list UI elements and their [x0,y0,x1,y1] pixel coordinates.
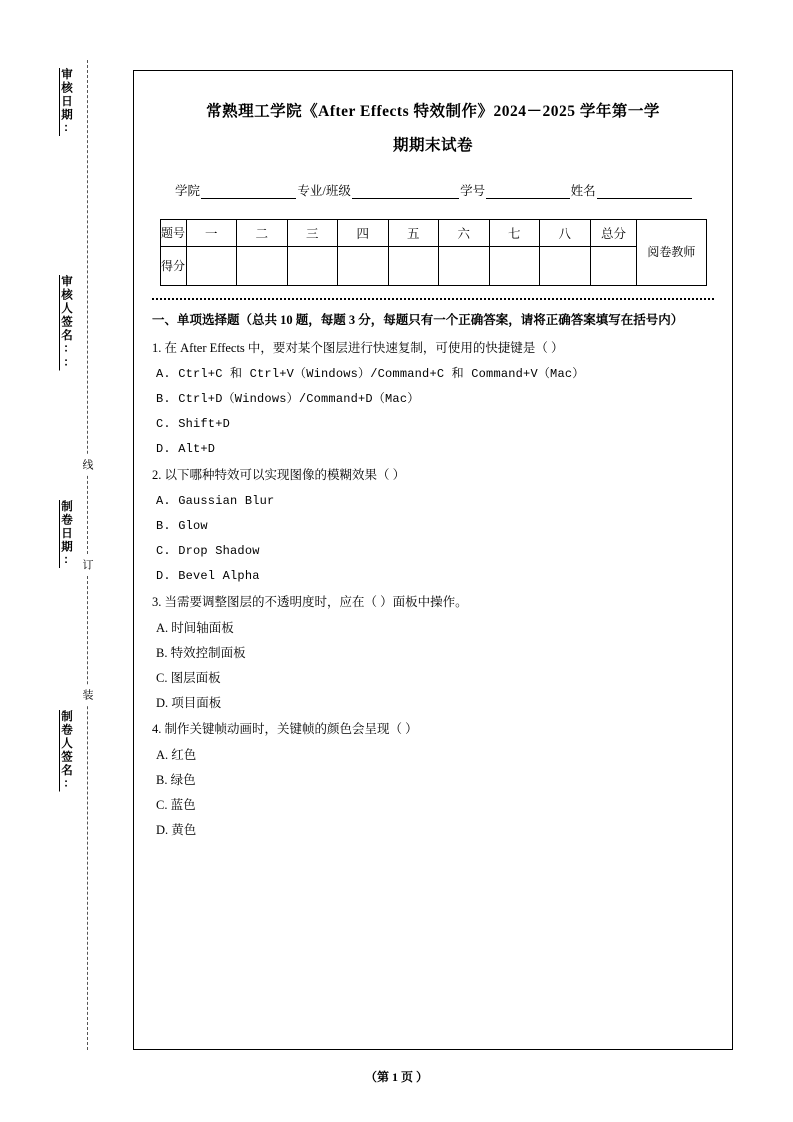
question-3-option-b: B. 特效控制面板 [156,646,246,660]
score-table [160,219,707,286]
score-table-row-label-score: 得分 [160,247,186,286]
seal-word-line: 线 [79,455,95,475]
page-footer [0,1068,793,1085]
title-line-2: 期期末试卷 [392,137,473,154]
question-2-option-b: B. Glow [156,519,208,533]
score-cell-8[interactable] [540,247,591,286]
score-cell-7[interactable] [489,247,540,286]
name-field[interactable] [597,185,692,199]
question-3: 3. 当需要调整图层的不透明度时，应在（ ）面板中操作。 [152,595,468,609]
score-table-col-teacher: 阅卷教师 [637,220,706,286]
score-cell-total[interactable] [590,247,637,286]
question-4-option-d: D. 黄色 [156,823,197,837]
question-3-option-c: C. 图层面板 [156,671,221,685]
question-4-option-b: B. 绿色 [156,773,196,787]
question-2: 2. 以下哪种特效可以实现图像的模糊效果（ ） [152,468,406,482]
table-row-score [160,247,706,286]
question-1-option-c: C. Shift+D [156,417,231,431]
college-label: 学院 [175,184,201,198]
question-3-option-d: D. 项目面板 [156,696,222,710]
question-2-option-d: D. Bevel Alpha [156,569,260,583]
exam-content [152,310,714,838]
reviewer-signature-label: 审核人签名:: [60,275,72,371]
major-class-label: 专业/班级 [297,184,351,198]
student-id-field[interactable] [486,185,569,199]
paper-maker-signature-label: 制卷人签名: [60,710,72,792]
score-table-col-5: 五 [388,220,439,247]
score-table-col-7: 七 [489,220,540,247]
section-heading-1: 一、单项选择题（总共 10 题，每题 3 分，每题只有一个正确答案，请将正确答案填写在括号内） [152,313,684,327]
seal-word-bind: 订 [79,555,95,575]
question-1: 1. 在 After Effects 中，要对某个图层进行快速复制，可使用的快捷键是（ ） [152,341,564,355]
score-cell-2[interactable] [237,247,288,286]
page-title [158,95,708,163]
score-cell-4[interactable] [338,247,389,286]
name-label: 姓名 [570,184,596,198]
question-4-option-a: A. 红色 [156,748,197,762]
question-4: 4. 制作关键帧动画时，关键帧的颜色会呈现（ ） [152,722,418,736]
question-4-option-c: C. 蓝色 [156,798,196,812]
student-id-label: 学号 [460,184,486,198]
score-cell-1[interactable] [186,247,237,286]
question-2-option-c: C. Drop Shadow [156,544,260,558]
dotted-separator [152,298,714,300]
score-cell-6[interactable] [439,247,490,286]
score-cell-3[interactable] [287,247,338,286]
score-table-col-total: 总分 [590,220,637,247]
score-table-col-4: 四 [338,220,389,247]
table-row-header [160,220,706,247]
question-1-option-b: B. Ctrl+D（Windows）/Command+D（Mac） [156,392,420,406]
student-info-line [152,181,714,199]
score-table-row-label-question: 题号 [160,220,186,247]
left-margin-column [30,60,130,1050]
college-field[interactable] [201,185,296,199]
review-date-label: 审核日期: [60,68,72,136]
question-1-option-a: A. Ctrl+C 和 Ctrl+V（Windows）/Command+C 和 Command+V（Mac） [156,367,585,381]
question-1-option-d: D. Alt+D [156,442,216,456]
score-table-col-8: 八 [540,220,591,247]
seal-word-pack: 装 [79,685,95,705]
score-table-col-3: 三 [287,220,338,247]
paper-date-label: 制卷日期: [60,500,72,568]
score-table-col-2: 二 [237,220,288,247]
question-3-option-a: A. 时间轴面板 [156,621,234,635]
question-2-option-a: A. Gaussian Blur [156,494,275,508]
title-line-1: 常熟理工学院《After Effects 特效制作》2024－2025 学年第一学 [206,103,660,120]
page-number: （第 1 页 ） [364,1070,428,1084]
major-class-field[interactable] [352,185,459,199]
score-cell-5[interactable] [388,247,439,286]
score-table-col-6: 六 [439,220,490,247]
score-table-col-1: 一 [186,220,237,247]
exam-paper-body [133,70,733,1050]
